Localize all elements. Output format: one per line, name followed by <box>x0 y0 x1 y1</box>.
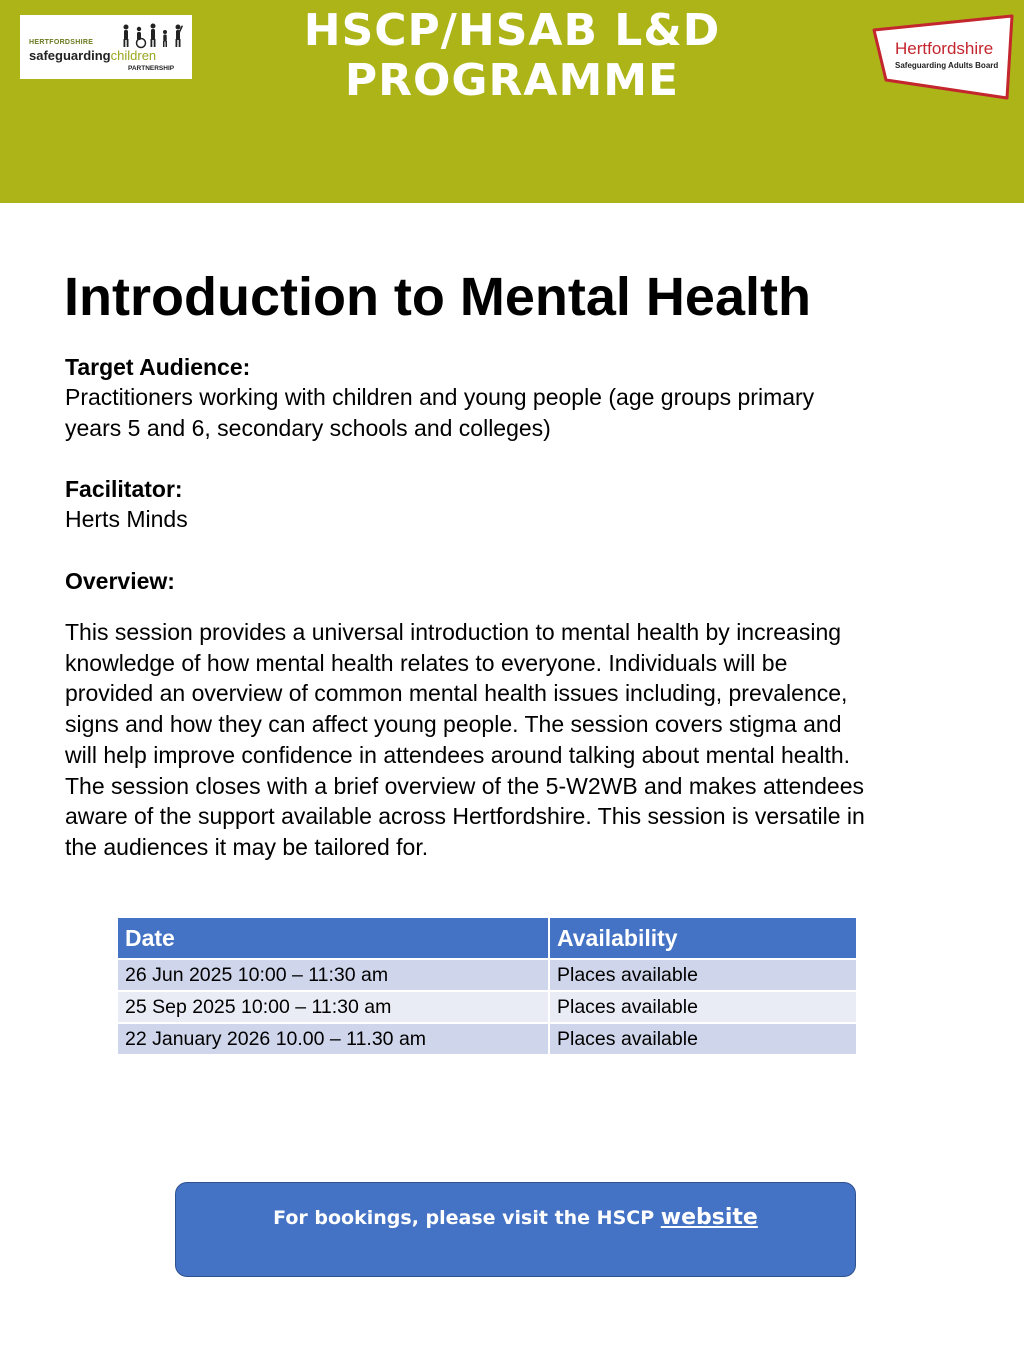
overview-line: The session closes with a brief overview of the 5-W2WB and makes attendees <box>65 772 864 799</box>
date-column-header: Date <box>117 917 549 959</box>
session-availability: Places available <box>549 1023 857 1055</box>
logo-small-text: HERTFORDSHIRE <box>29 39 94 46</box>
overview-line: knowledge of how mental health relates to everyone. Individuals will be <box>65 649 788 676</box>
booking-text: For bookings, please visit the HSCP <box>273 1207 661 1229</box>
header-banner <box>0 0 1024 203</box>
booking-box <box>175 1182 856 1277</box>
website-link[interactable]: website <box>660 1205 758 1230</box>
session-date: 25 Sep 2025 10:00 – 11:30 am <box>117 991 549 1023</box>
logo-right-name: Hertfordshire <box>895 39 994 58</box>
target-audience-text <box>65 382 975 443</box>
target-audience-heading: Target Audience: <box>65 354 251 380</box>
logo-main-text <box>29 48 156 63</box>
overview-line: will help improve confidence in attendees around talking about mental health. <box>65 741 851 768</box>
overview-text <box>65 617 975 863</box>
overview-heading: Overview: <box>65 568 175 594</box>
session-date: 26 Jun 2025 10:00 – 11:30 am <box>117 959 549 991</box>
logo-accent-word: children <box>110 48 157 63</box>
table-row <box>117 959 857 991</box>
family-figures-icon <box>120 23 190 49</box>
availability-column-header: Availability <box>549 917 857 959</box>
hertfordshire-safeguarding-adults-board-logo <box>868 14 1016 100</box>
overview-line: the audiences it may be tailored for. <box>65 833 429 860</box>
sessions-table <box>116 916 858 1056</box>
overview-line: signs and how they can affect young people. The session covers stigma and <box>65 711 842 738</box>
course-title: Introduction to Mental Health <box>64 267 811 327</box>
booking-message <box>176 1205 855 1230</box>
table-header-row <box>117 917 857 959</box>
overview-line: aware of the support available across Hertfordshire. This session is versatile in <box>65 803 865 830</box>
safeguarding-children-partnership-logo <box>20 15 192 79</box>
overview-line: provided an overview of common mental health issues including, prevalence, <box>65 680 848 707</box>
facilitator-name: Herts Minds <box>65 506 188 532</box>
session-availability: Places available <box>549 959 857 991</box>
facilitator-heading: Facilitator: <box>65 476 183 502</box>
programme-title-line-2: PROGRAMME <box>344 55 680 106</box>
target-audience-line: Practitioners working with children and young people (age groups primary <box>65 384 815 410</box>
facilitator-value <box>65 504 975 535</box>
table-row <box>117 991 857 1023</box>
target-audience-line: years 5 and 6, secondary schools and colleges) <box>65 414 551 441</box>
overview-line: This session provides a universal introduction to mental health by increasing <box>65 619 842 645</box>
programme-title <box>212 6 812 106</box>
session-date: 22 January 2026 10.00 – 11.30 am <box>117 1023 549 1055</box>
session-availability: Places available <box>549 991 857 1023</box>
logo-main-word: safeguarding <box>29 48 111 63</box>
programme-title-line-1: HSCP/HSAB L&D <box>303 5 721 56</box>
logo-sub-text: PARTNERSHIP <box>128 65 175 72</box>
logo-right-subtext: Safeguarding Adults Board <box>895 61 999 70</box>
table-row <box>117 1023 857 1055</box>
